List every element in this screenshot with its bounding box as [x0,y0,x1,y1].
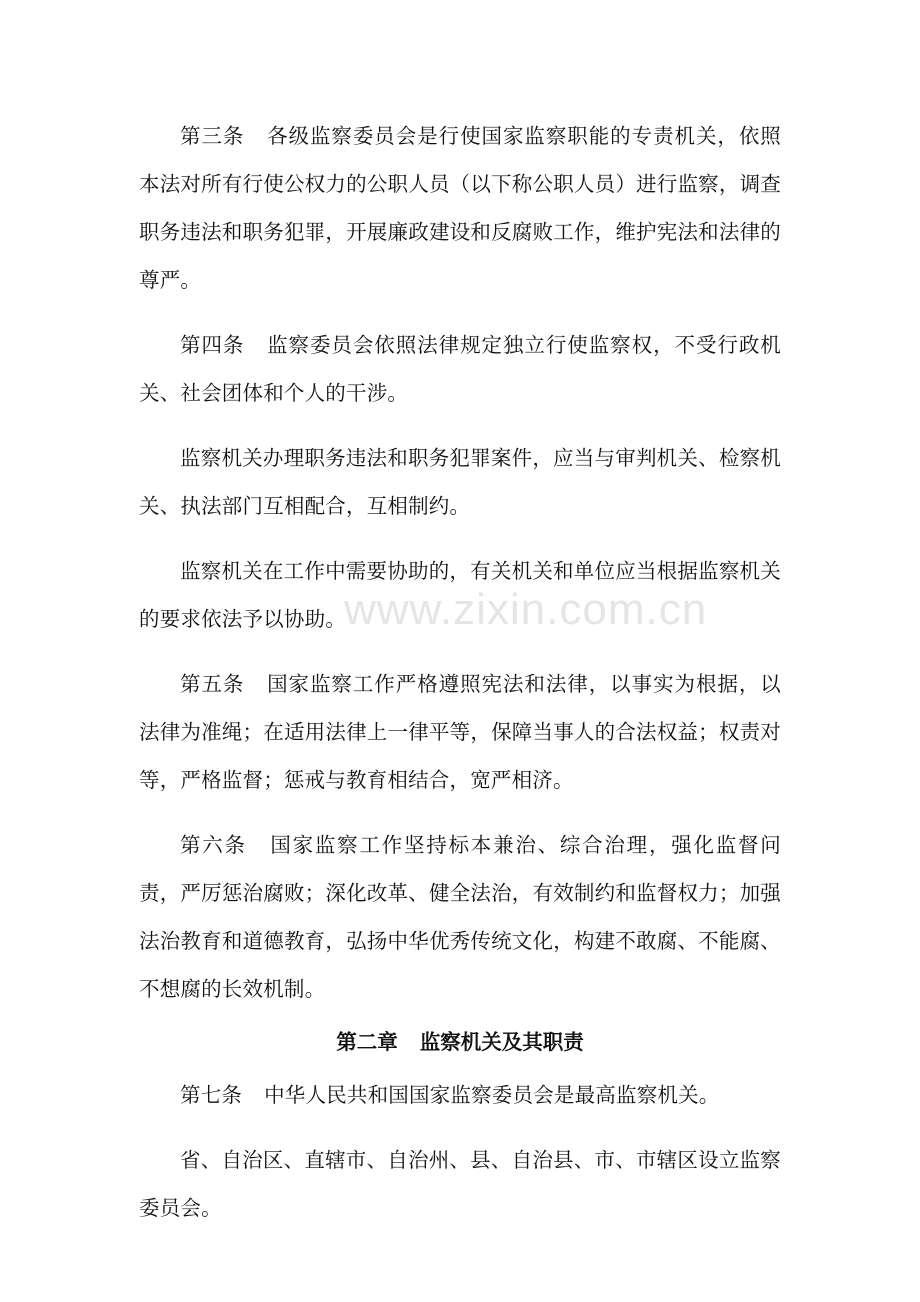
article-3-paragraph [139,112,781,304]
article-number: 第五条 [180,672,245,696]
article-number: 第四条 [180,333,245,357]
article-text: 国家监察工作坚持标本兼治、综合治理，强化监督问责，严厉惩治腐败；深化改革、健全法治，有效制约和监督权力；加强法治教育和道德教育，弘扬中华优秀传统文化，构建不敢腐、不能腐、不想腐的长效机制。 [139,833,781,1001]
article-text: 国家监察工作严格遵照宪法和法律，以事实为根据，以法律为准绳；在适用法律上一律平等，保障当事人的合法权益；权责对等，严格监督；惩戒与教育相结合，宽严相济。 [139,672,781,792]
article-5-paragraph [139,660,781,804]
article-text: 监察委员会依照法律规定独立行使监察权，不受行政机关、社会团体和个人的干涉。 [139,333,781,405]
article-4-clause-3 [139,547,781,643]
article-6-paragraph [139,821,781,1013]
article-number: 第六条 [180,833,247,857]
article-text: 监察机关在工作中需要协助的，有关机关和单位应当根据监察机关的要求依法予以协助。 [139,559,781,631]
article-4-paragraph [139,321,781,417]
article-number: 第七条 [180,1083,243,1107]
article-7-clause-2 [139,1136,781,1232]
chapter-heading [139,1013,781,1071]
watermark: www.zixin.com.cn [344,585,708,634]
article-4-clause-2 [139,434,781,530]
chapter-title: 监察机关及其职责 [419,1030,584,1054]
article-text: 各级监察委员会是行使国家监察职能的专责机关，依照本法对所有行使公权力的公职人员（以下称公职人员）进行监察，调查职务违法和职务犯罪，开展廉政建设和反腐败工作，维护宪法和法律的尊严。 [139,124,781,292]
article-text: 省、自治区、直辖市、自治州、县、自治县、市、市辖区设立监察委员会。 [139,1148,781,1220]
article-number: 第三条 [180,124,245,148]
article-text: 监察机关办理职务违法和职务犯罪案件，应当与审判机关、检察机关、执法部门互相配合，互相制约。 [139,446,781,518]
document-body [139,112,781,1249]
chapter-number: 第二章 [336,1030,398,1054]
article-7-paragraph [139,1071,781,1119]
article-text: 中华人民共和国国家监察委员会是最高监察机关。 [264,1083,720,1107]
